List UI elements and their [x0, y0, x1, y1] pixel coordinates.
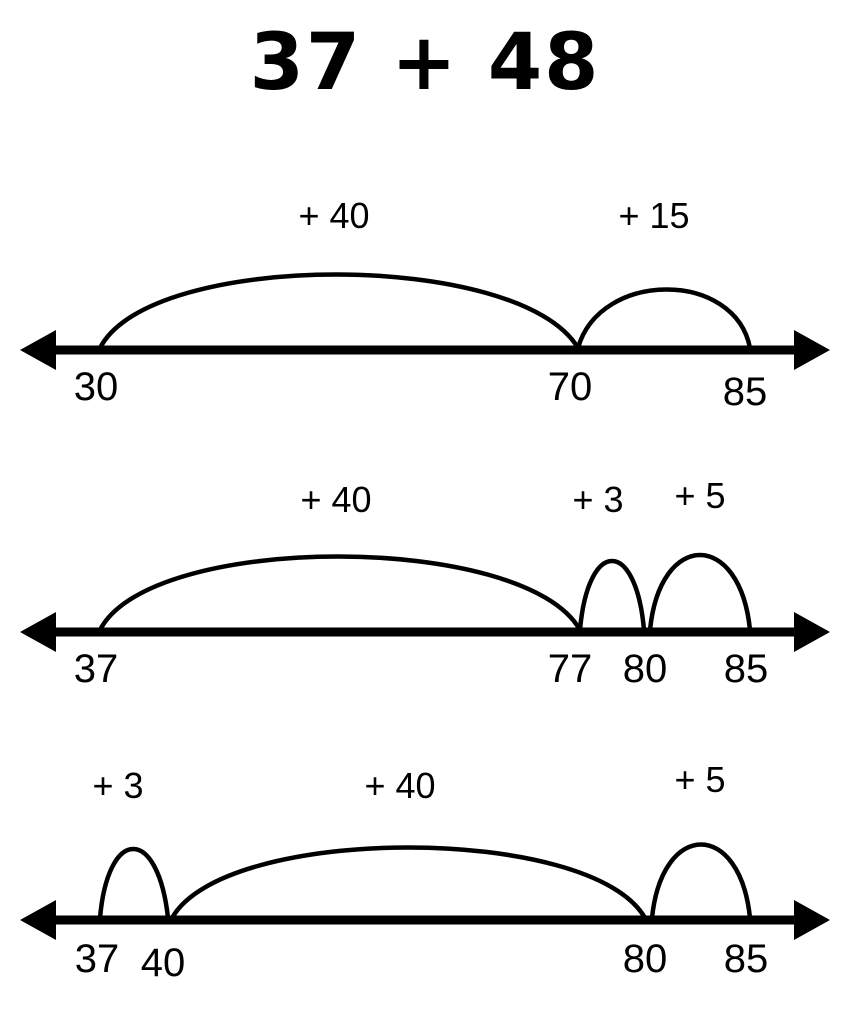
jump-arc-1 [100, 557, 580, 631]
jump-arc-1 [100, 275, 578, 349]
axis-arrow-right-icon [794, 612, 830, 652]
tick-label-4: 85 [723, 937, 769, 981]
jump-arc-2 [580, 561, 644, 630]
jump-label-2: + 40 [364, 765, 436, 806]
axis-arrow-left-icon [20, 330, 56, 370]
jump-label-1: + 40 [300, 479, 372, 520]
tick-label-2: 70 [547, 365, 593, 409]
jump-arc-1 [100, 849, 168, 918]
tick-label-2: 40 [140, 941, 186, 985]
number-line-1-svg [0, 170, 850, 420]
jump-arc-3 [650, 555, 750, 630]
number-line-2-svg [0, 460, 850, 710]
jump-arc-3 [652, 845, 750, 919]
jump-label-2: + 15 [618, 195, 690, 236]
tick-label-3: 80 [622, 937, 668, 981]
jump-arc-2 [578, 290, 750, 349]
jump-arc-2 [172, 848, 645, 919]
axis-arrow-right-icon [794, 330, 830, 370]
number-line-3 [0, 740, 850, 1000]
axis-arrow-right-icon [794, 900, 830, 940]
jump-label-3: + 5 [674, 759, 726, 800]
page-title: 37 + 48 [249, 18, 601, 108]
jump-label-1: + 40 [298, 195, 370, 236]
tick-label-1: 30 [73, 365, 119, 409]
number-line-2 [0, 460, 850, 710]
number-line-1 [0, 170, 850, 420]
tick-label-3: 80 [622, 647, 668, 691]
tick-label-2: 77 [547, 647, 593, 691]
tick-label-1: 37 [74, 937, 120, 981]
number-line-3-svg [0, 740, 850, 1000]
axis-arrow-left-icon [20, 612, 56, 652]
axis-arrow-left-icon [20, 900, 56, 940]
tick-label-4: 85 [723, 647, 769, 691]
jump-label-3: + 5 [674, 475, 726, 516]
jump-label-2: + 3 [572, 479, 624, 520]
tick-label-3: 85 [722, 370, 768, 414]
tick-label-1: 37 [73, 647, 119, 691]
jump-label-1: + 3 [92, 765, 144, 806]
